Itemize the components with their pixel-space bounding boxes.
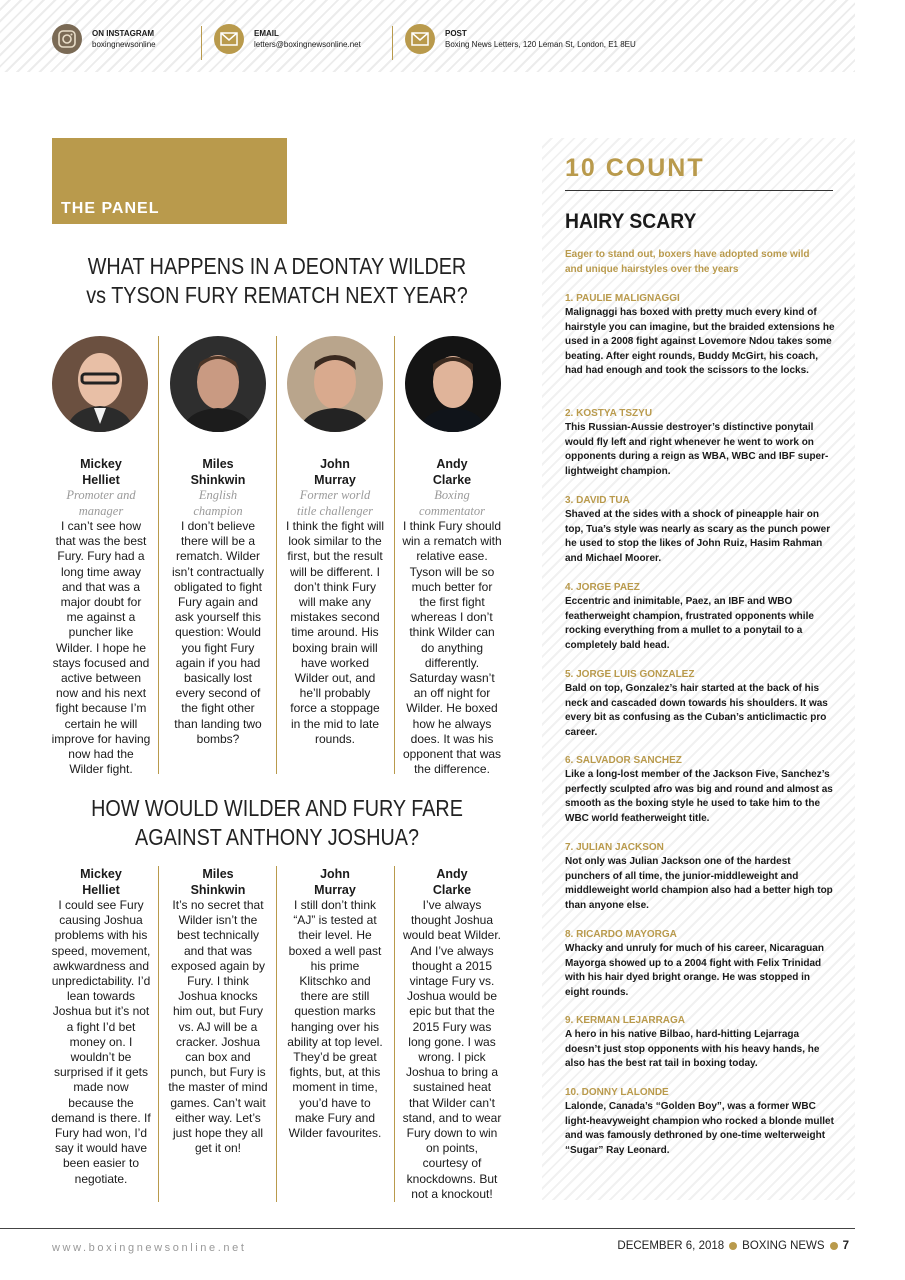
panelist-first-name: Andy: [436, 867, 468, 881]
list-item: [565, 841, 835, 913]
answer-text: I could see Fury causing Joshua problems with his speed, movement, awkwardness and unpredictability. I’d lean towards Joshua but it’s not a fight I’d bet money on. I wouldn’t be surprised if it gets made now because the demand is there. If Fury had won, I’d say it would have been easier to negotiate.: [51, 898, 151, 1186]
question-1-line-1: WHAT HAPPENS IN A DEONTAY WILDER: [87, 253, 467, 279]
instagram-handle: boxingnewsonline: [92, 40, 156, 49]
question-2-line-1: HOW WOULD WILDER AND FURY FARE: [91, 795, 463, 821]
panelist-last-name: Shinkwin: [190, 472, 246, 487]
publication-name: BOXING NEWS: [742, 1240, 825, 1252]
footer-folio: [617, 1240, 849, 1252]
post-address: Boxing News Letters, 120 Leman St, London, E1 8EU: [445, 40, 636, 49]
panelist-answer: [402, 867, 502, 1202]
entry-heading: 4. JORGE PAEZ: [565, 582, 640, 593]
panelist-role: Boxing: [434, 488, 470, 502]
divider: [392, 26, 393, 60]
entry-body: Lalonde, Canada’s “Golden Boy”, was a former WBC light-heavyweight champion who rocked a blonde mullet and was famously dethroned by one-time welterweight “Sugar” Ray Leonard.: [565, 1101, 834, 1156]
answer-text: I still don’t think “AJ” is tested at their level. He boxed a well past his prime Klitschko and there are still question marks hanging over his ability at top level. They’d be great fights, but, at this moment in time, you’d have to make Fury and Wilder favourites.: [287, 898, 383, 1141]
entry-body: This Russian-Aussie destroyer’s distinctive ponytail would fly left and right whenever he went to work on opponents during a reign as WBA, WBC and IBF super-lightweight champion.: [565, 422, 829, 477]
panelist-first-name: Mickey: [80, 457, 122, 471]
panelist-last-name: Shinkwin: [190, 882, 246, 897]
panelist-first-name: Mickey: [80, 867, 122, 881]
panelist-first-name: Miles: [202, 867, 234, 881]
post-contact: [405, 24, 636, 54]
footer-rule: [0, 1228, 855, 1229]
panelist-answer: [285, 457, 385, 747]
answer-text: I think the fight will look similar to the first, but the result will be different. I don’t think Fury will make any mistakes second time around. His boxing brain will have worked Wilder out, and he’ll probably force a stoppage in the mid to late rounds.: [285, 519, 385, 746]
list-item: [565, 407, 835, 479]
panelist-answer: [51, 457, 151, 777]
panel-label-box: [52, 138, 287, 224]
panelist-role: manager: [78, 503, 124, 518]
entry-heading: 2. KOSTYA TSZYU: [565, 408, 653, 419]
email-contact[interactable]: [214, 24, 361, 54]
question-2-line-2: AGAINST ANTHONY JOSHUA?: [135, 824, 419, 850]
entry-heading: 1. PAULIE MALIGNAGGI: [565, 293, 680, 304]
avatar: [170, 336, 266, 432]
panelist-last-name: Murray: [314, 472, 356, 487]
panelist-answer: [168, 867, 268, 1156]
panelist-first-name: Andy: [436, 457, 468, 471]
answer-text: I think Fury should win a rematch with relative ease. Tyson will be so much better for the first fight whereas I don’t think Wilder can do anything differently. Saturday wasn’t an off night for Wilder. He boxed how he always does. It was his opponent that was the difference.: [402, 519, 502, 777]
column-divider: [276, 336, 277, 774]
instagram-contact[interactable]: [52, 24, 156, 54]
column-divider: [276, 866, 277, 1202]
issue-date: DECEMBER 6, 2018: [617, 1240, 725, 1252]
list-item: [565, 494, 835, 566]
answer-text: I’ve always thought Joshua would beat Wilder. And I’ve always thought a 2015 vintage Fury vs. Joshua would be epic but that the 2015 Fury was long gone. I was wrong. I pick Joshua to bring a sustained heat that Wilder can’t stand, and to wear Fury down to win on points, courtesy of knockdowns. But not a knockout!: [402, 898, 502, 1201]
panelist-answer: [168, 457, 268, 747]
avatar: [52, 336, 148, 432]
entry-body: Whacky and unruly for much of his career, Nicaraguan Mayorga showed up to a 2004 fight with Felix Trinidad with his hair dyed bright orange. He was stopped in eight rounds.: [565, 943, 824, 998]
list-item: [565, 292, 835, 378]
entry-heading: 3. DAVID TUA: [565, 495, 630, 506]
panelist-last-name: Helliet: [82, 882, 120, 897]
panel-label: THE PANEL: [61, 200, 160, 217]
panelist-role: champion: [193, 503, 243, 518]
list-item: [565, 668, 835, 740]
bullet-icon: [729, 1242, 737, 1250]
avatar: [287, 336, 383, 432]
entry-body: Bald on top, Gonzalez’s hair started at the back of his neck and cascaded down towards his shoulders. It was every bit as confusing as the Cuban’s anticlimactic pro career.: [565, 683, 828, 738]
question-1: [84, 252, 471, 310]
email-label: EMAIL: [254, 29, 279, 38]
panelist-last-name: Helliet: [82, 472, 120, 487]
panelist-first-name: Miles: [202, 457, 234, 471]
entry-body: Eccentric and inimitable, Paez, an IBF and WBO featherweight champion, frustrated opponents while rocking everything from a mullet to a ponytail to a completely bald head.: [565, 596, 814, 651]
envelope-icon: [214, 24, 244, 54]
ten-count-sidebar: [542, 138, 855, 1200]
avatar: [405, 336, 501, 432]
entry-heading: 5. JORGE LUIS GONZALEZ: [565, 669, 695, 680]
entry-heading: 7. JULIAN JACKSON: [565, 842, 664, 853]
panelist-role: Former world: [299, 488, 371, 502]
divider: [565, 190, 833, 191]
list-item: [565, 928, 835, 1000]
entry-body: A hero in his native Bilbao, hard-hitting Lejarraga doesn’t just stop opponents with his heavy hands, he also has the best rat tail in boxing today.: [565, 1029, 820, 1070]
answer-text: It’s no secret that Wilder isn’t the best technically and that was exposed again by Fury. I think Joshua knocks him out, but Fury vs. AJ will be a cracker. Joshua can box and punch, but Fury is the master of mind games. Can’t wait either way. Let’s just hope they all get it on!: [168, 898, 268, 1156]
question-1-line-2: vs TYSON FURY REMATCH NEXT YEAR?: [86, 282, 468, 308]
instagram-label: ON INSTAGRAM: [92, 29, 155, 38]
entry-heading: 8. RICARDO MAYORGA: [565, 929, 677, 940]
sidebar-heading: HAIRY SCARY: [565, 210, 697, 233]
post-label: POST: [445, 29, 467, 38]
list-item: [565, 754, 835, 826]
column-divider: [158, 336, 159, 774]
sidebar-intro: Eager to stand out, boxers have adopted some wild and unique hairstyles over the years: [565, 249, 810, 275]
panelist-first-name: John: [320, 457, 350, 471]
column-divider: [394, 336, 395, 774]
email-address: letters@boxingnewsonline.net: [254, 40, 361, 49]
panelist-first-name: John: [320, 867, 350, 881]
sidebar-title: 10 COUNT: [565, 154, 705, 182]
entry-body: Not only was Julian Jackson one of the hardest punchers of all time, the junior-middleweight and middleweight world champion also had a better high top than anyone else.: [565, 856, 833, 911]
column-divider: [394, 866, 395, 1202]
page-number: 7: [842, 1240, 849, 1252]
instagram-icon: [52, 24, 82, 54]
panelist-answer: [285, 867, 385, 1141]
panelist-last-name: Clarke: [432, 472, 472, 487]
entry-heading: 6. SALVADOR SANCHEZ: [565, 755, 682, 766]
bullet-icon: [830, 1242, 838, 1250]
answer-text: I can’t see how that was the best Fury. Fury had a long time away and that was a major doubt for me against a puncher like Wilder. I hope he stays focused and active between now and his next fight because I’m certain he will improve for having now had the Wilder fight.: [51, 519, 151, 777]
panelist-answer: [51, 867, 151, 1187]
entry-heading: 9. KERMAN LEJARRAGA: [565, 1015, 686, 1026]
list-item: [565, 581, 835, 653]
panelist-role: Promoter and: [66, 488, 136, 502]
entry-heading: 10. DONNY LALONDE: [565, 1087, 669, 1098]
question-2: [84, 794, 471, 852]
panelist-last-name: Murray: [314, 882, 356, 897]
panelist-role: commentator: [419, 503, 485, 518]
list-item: [565, 1086, 835, 1158]
panelist-answer: [402, 457, 502, 777]
footer-url[interactable]: www.boxingnewsonline.net: [52, 1242, 247, 1254]
divider: [201, 26, 202, 60]
column-divider: [158, 866, 159, 1202]
answer-text: I don’t believe there will be a rematch. Wilder isn’t contractually obligated to fight Fury again and ask yourself this question: Would you fight Fury again if you had basically lost every second of the fight other than landing two bombs?: [171, 519, 265, 746]
list-item: [565, 1014, 835, 1072]
entry-body: Like a long-lost member of the Jackson Five, Sanchez’s perfectly sculpted afro was big and round and almost as smooth as the boxing style he used to take him to the WBC world featherweight title.: [565, 769, 833, 824]
panelist-last-name: Clarke: [432, 882, 472, 897]
panelist-role: English: [198, 488, 238, 502]
envelope-icon: [405, 24, 435, 54]
entry-body: Malignaggi has boxed with pretty much every kind of hairstyle you can imagine, but the braided extensions he used in a 2008 fight against Lovemore Ndou takes some beating. After eight rounds, Buddy McGirt, his coach, had had enough and took the scissors to the locks.: [565, 307, 835, 377]
panelist-role: title challenger: [296, 503, 374, 518]
entry-body: Shaved at the sides with a shock of pineapple hair on top, Tua’s style was nearly as scary as the punch power he used to stop the likes of John Ruiz, Hasim Rahman and Michael Moorer.: [565, 509, 831, 564]
header-strip: [0, 0, 855, 72]
